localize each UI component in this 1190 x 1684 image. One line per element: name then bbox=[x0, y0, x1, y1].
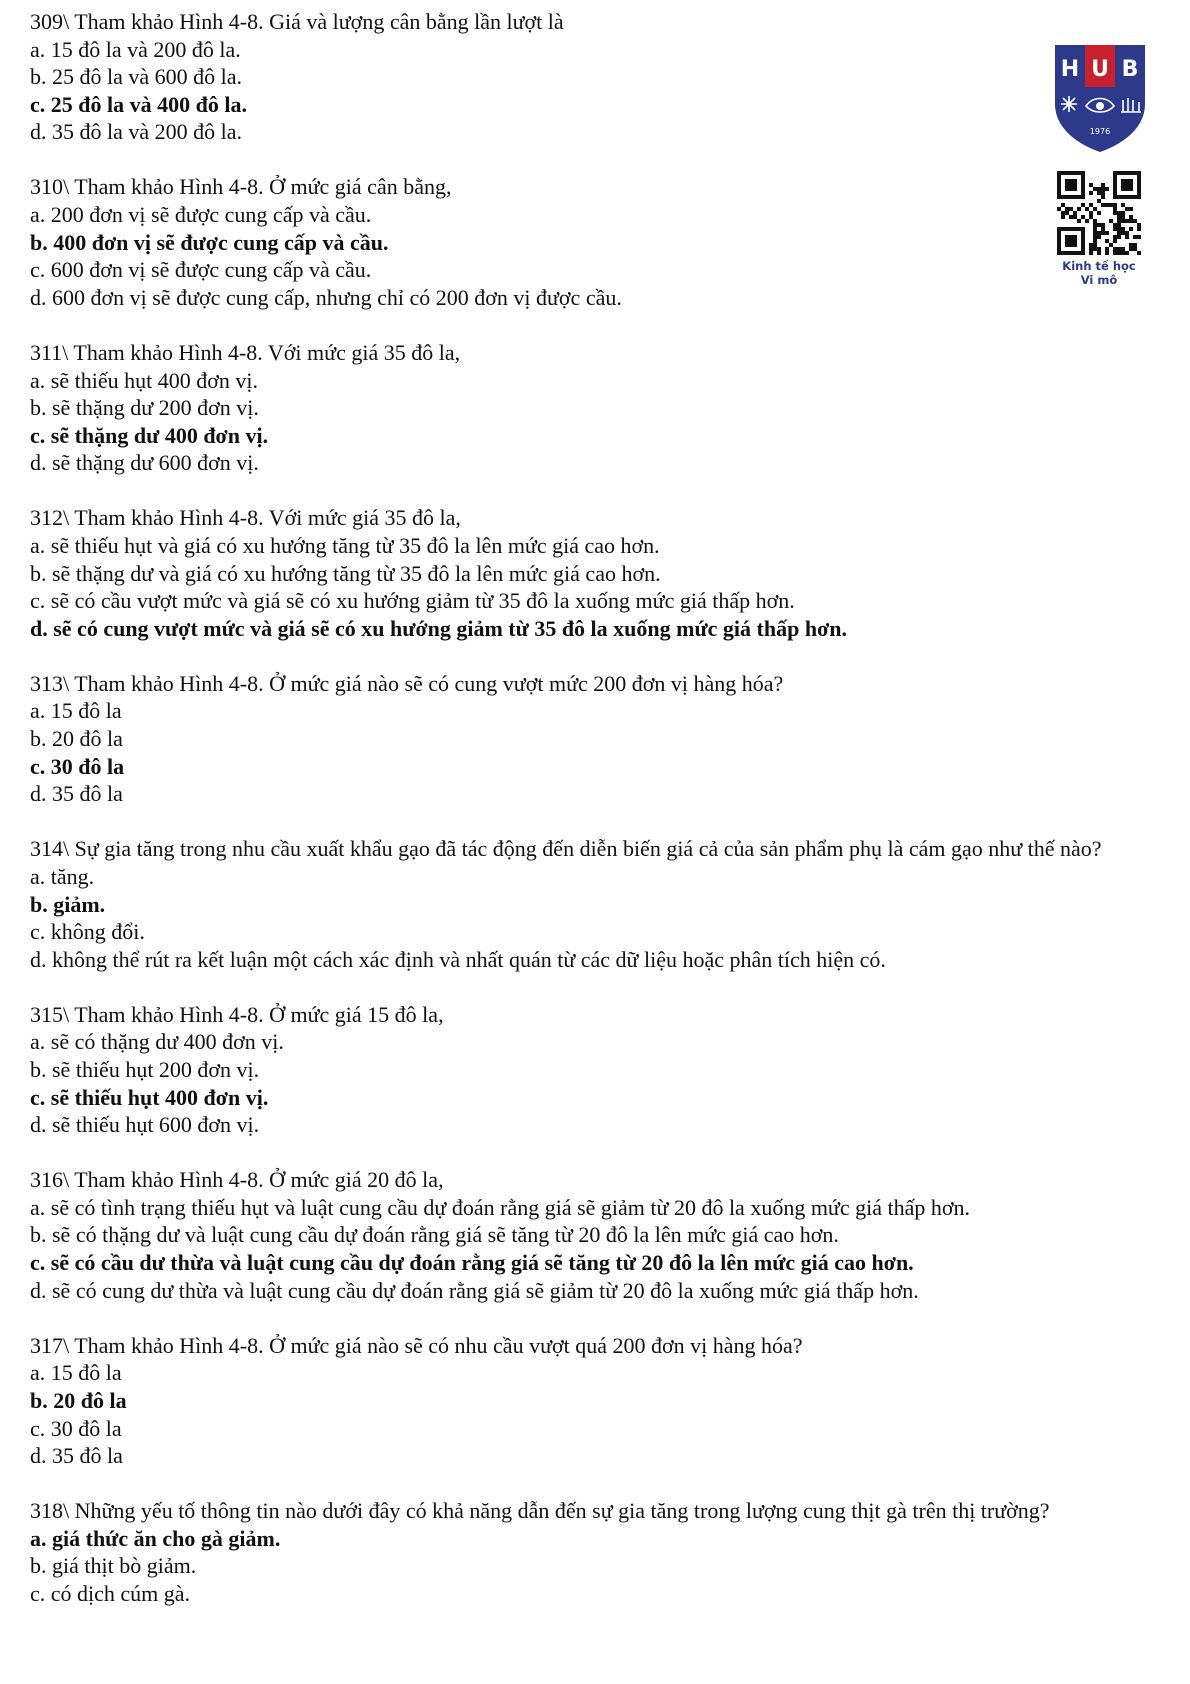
question-block bbox=[30, 1497, 1170, 1607]
answer-option: d. sẽ thặng dư 600 đơn vị. bbox=[30, 450, 259, 476]
question-stem: 312\ Tham khảo Hình 4-8. Với mức giá 35 đô la, bbox=[30, 505, 461, 531]
answer-option: c. sẽ có cầu vượt mức và giá sẽ có xu hướng giảm từ 35 đô la xuống mức giá thấp hơn. bbox=[30, 588, 795, 614]
answer-option: d. sẽ thiếu hụt 600 đơn vị. bbox=[30, 1112, 260, 1138]
question-block bbox=[30, 504, 1170, 642]
answer-option-correct: b. 20 đô la bbox=[30, 1387, 127, 1413]
answer-option-correct: b. 400 đơn vị sẽ được cung cấp và cầu. bbox=[30, 229, 389, 255]
question-block bbox=[30, 835, 1170, 973]
answer-option: b. 25 đô la và 600 đô la. bbox=[30, 64, 243, 90]
question-block bbox=[30, 8, 1170, 146]
svg-text:H: H bbox=[1060, 57, 1080, 82]
answer-option: b. sẽ thiếu hụt 200 đơn vị. bbox=[30, 1057, 260, 1082]
question-stem: 314\ Sự gia tăng trong nhu cầu xuất khẩu gạo đã tác động đến diễn biến giá cả của sản phẩm phụ là cám gạo như thế nào? bbox=[30, 836, 1102, 862]
svg-text:U: U bbox=[1091, 57, 1109, 82]
answer-option: d. 35 đô la bbox=[30, 781, 123, 807]
question-stem: 316\ Tham khảo Hình 4-8. Ở mức giá 20 đô la, bbox=[30, 1167, 444, 1193]
answer-option: a. tăng. bbox=[30, 863, 95, 889]
answer-option: b. sẽ thặng dư 200 đơn vị. bbox=[30, 395, 259, 421]
question-block bbox=[30, 670, 1170, 808]
question-stem: 310\ Tham khảo Hình 4-8. Ở mức giá cân bằng, bbox=[30, 174, 452, 200]
answer-option-correct: c. sẽ thặng dư 400 đơn vị. bbox=[30, 422, 269, 448]
answer-option-correct: c. sẽ có cầu dư thừa và luật cung cầu dự đoán rằng giá sẽ tăng từ 20 đô la lên mức giá cao hơn. bbox=[30, 1250, 914, 1276]
svg-text:B: B bbox=[1121, 57, 1139, 82]
question-block bbox=[30, 1001, 1170, 1139]
answer-option: a. 15 đô la bbox=[30, 698, 122, 724]
answer-option-correct: c. 25 đô la và 400 đô la. bbox=[30, 91, 247, 117]
answer-option-correct: b. giảm. bbox=[30, 891, 106, 917]
question-stem: 317\ Tham khảo Hình 4-8. Ở mức giá nào sẽ có nhu cầu vượt quá 200 đơn vị hàng hóa? bbox=[30, 1332, 803, 1358]
answer-option: d. sẽ có cung dư thừa và luật cung cầu dự đoán rằng giá sẽ giảm từ 20 đô la xuống mức giá thấp hơn. bbox=[30, 1277, 919, 1303]
answer-option-correct: c. sẽ thiếu hụt 400 đơn vị. bbox=[30, 1084, 269, 1110]
question-block bbox=[30, 173, 1170, 311]
answer-option: a. 15 đô la bbox=[30, 1360, 122, 1386]
question-block bbox=[30, 1166, 1170, 1304]
answer-option: a. sẽ thiếu hụt 400 đơn vị. bbox=[30, 367, 258, 393]
answer-option: c. không đổi. bbox=[30, 919, 145, 945]
answer-option: b. 20 đô la bbox=[30, 726, 123, 752]
question-stem: 309\ Tham khảo Hình 4-8. Giá và lượng cân bằng lần lượt là bbox=[30, 9, 564, 34]
answer-option: d. 35 đô la bbox=[30, 1443, 123, 1469]
answer-option: a. sẽ thiếu hụt và giá có xu hướng tăng từ 35 đô la lên mức giá cao hơn. bbox=[30, 533, 660, 558]
question-list bbox=[30, 8, 1170, 1635]
answer-option-correct: a. giá thức ăn cho gà giảm. bbox=[30, 1525, 281, 1551]
answer-option: d. không thể rút ra kết luận một cách xác định và nhất quán từ các dữ liệu hoặc phân tích hiện có. bbox=[30, 946, 886, 972]
answer-option: b. sẽ có thặng dư và luật cung cầu dự đoán rằng giá sẽ tăng từ 20 đô la lên mức giá cao hơn. bbox=[30, 1222, 839, 1248]
answer-option: b. giá thịt bò giảm. bbox=[30, 1553, 197, 1579]
answer-option-correct: d. sẽ có cung vượt mức và giá sẽ có xu hướng giảm từ 35 đô la xuống mức giá thấp hơn. bbox=[30, 615, 847, 641]
question-stem: 318\ Những yếu tố thông tin nào dưới đây có khả năng dẫn đến sự gia tăng trong lượng cung thịt gà trên thị trường? bbox=[30, 1498, 1050, 1524]
course-caption-line1: Kinh tế học bbox=[1062, 259, 1136, 273]
question-stem: 315\ Tham khảo Hình 4-8. Ở mức giá 15 đô la, bbox=[30, 1001, 444, 1027]
answer-option: a. 200 đơn vị sẽ được cung cấp và cầu. bbox=[30, 202, 372, 228]
answer-option: c. 600 đơn vị sẽ được cung cấp và cầu. bbox=[30, 257, 372, 283]
answer-option: a. 15 đô la và 200 đô la. bbox=[30, 36, 241, 62]
answer-option: a. sẽ có tình trạng thiếu hụt và luật cung cầu dự đoán rằng giá sẽ giảm từ 20 đô la xuống mức giá thấp hơn. bbox=[30, 1194, 971, 1220]
question-block bbox=[30, 1332, 1170, 1470]
qr-code-icon bbox=[1057, 171, 1141, 255]
svg-text:1976: 1976 bbox=[1089, 127, 1111, 136]
question-stem: 313\ Tham khảo Hình 4-8. Ở mức giá nào sẽ có cung vượt mức 200 đơn vị hàng hóa? bbox=[30, 670, 784, 696]
answer-option-correct: c. 30 đô la bbox=[30, 753, 125, 779]
branding-block bbox=[1045, 42, 1153, 287]
answer-option: c. có dịch cúm gà. bbox=[30, 1581, 191, 1606]
course-caption-line2: Vi mô bbox=[1080, 273, 1118, 287]
question-stem: 311\ Tham khảo Hình 4-8. Với mức giá 35 đô la, bbox=[30, 339, 461, 365]
answer-option: d. 35 đô la và 200 đô la. bbox=[30, 119, 243, 145]
hub-shield-logo bbox=[1053, 42, 1147, 154]
answer-option: b. sẽ thặng dư và giá có xu hướng tăng từ 35 đô la lên mức giá cao hơn. bbox=[30, 560, 661, 586]
answer-option: d. 600 đơn vị sẽ được cung cấp, nhưng chỉ có 200 đơn vị được cầu. bbox=[30, 284, 622, 310]
answer-option: a. sẽ có thặng dư 400 đơn vị. bbox=[30, 1029, 284, 1055]
answer-option: c. 30 đô la bbox=[30, 1415, 122, 1441]
question-block bbox=[30, 339, 1170, 477]
